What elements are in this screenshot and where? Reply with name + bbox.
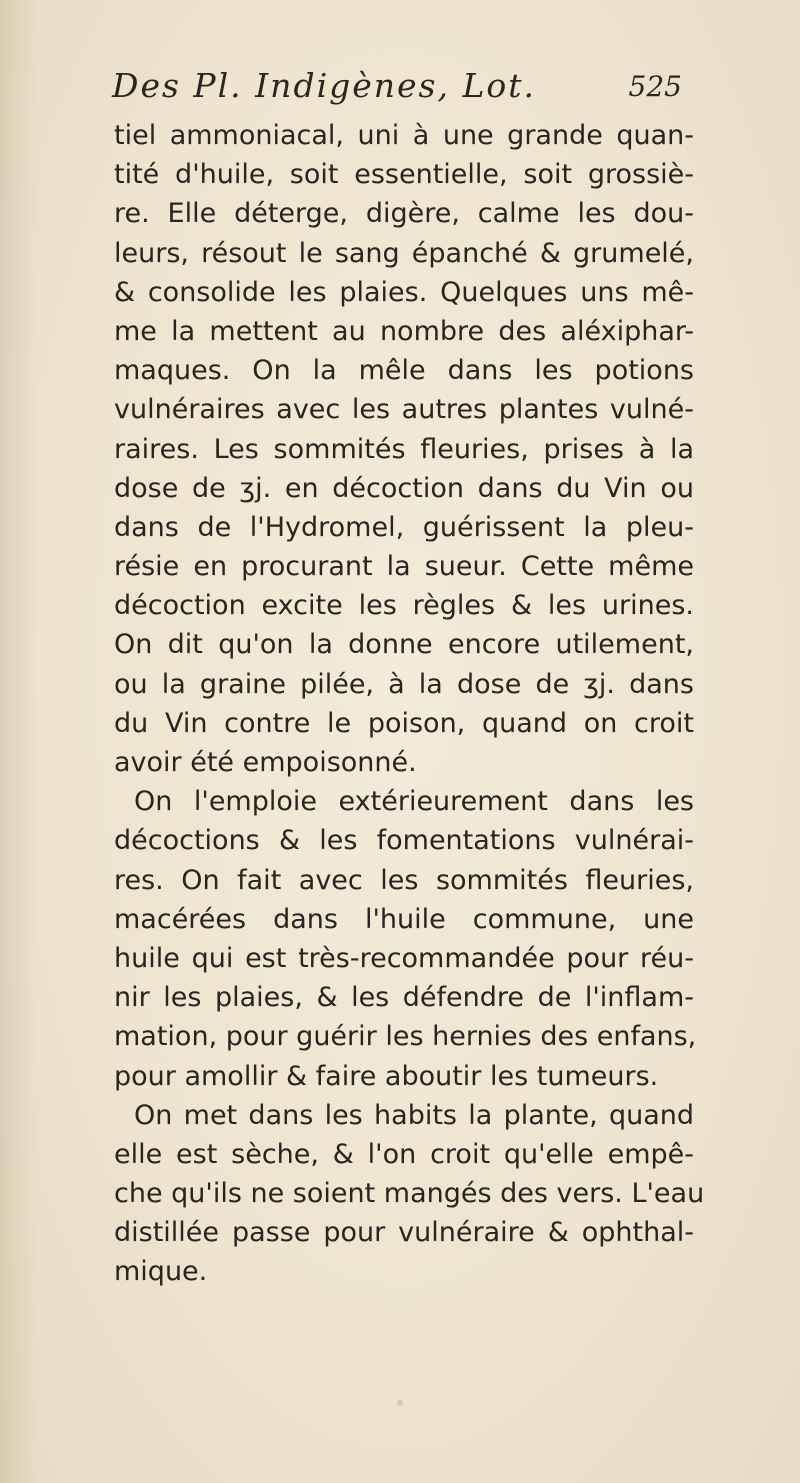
text-line: re. Elle déterge, digère, calme les dou- (114, 198, 694, 230)
text-line: ou la graine pilée, à la dose de ʒj. dans (114, 668, 694, 700)
text-line: dose de ʒj. en décoction dans du Vin ou (114, 472, 694, 504)
paper-spot (397, 1400, 403, 1406)
text-line: maques. On la mêle dans les potions (114, 355, 694, 387)
text-line: On dit qu'on la donne encore utilement, (114, 629, 694, 661)
text-line: vulnéraires avec les autres plantes vulné- (114, 394, 694, 426)
text-line: On l'emploie extérieurement dans les (134, 786, 694, 818)
text-line: huile qui est très-recommandée pour réu- (114, 942, 694, 974)
page-number: 525 (628, 70, 682, 103)
text-line: mique. (114, 1256, 208, 1288)
text-line: décoctions & les fomentations vulnérai- (114, 825, 694, 857)
text-line: avoir été empoisonné. (114, 747, 417, 778)
body-text (114, 116, 705, 1292)
text-line: raires. Les sommités fleuries, prises à la (114, 433, 694, 465)
text-line: leurs, résout le sang épanché & grumelé, (114, 237, 694, 269)
text-line: res. On fait avec les sommités fleuries, (114, 864, 694, 896)
text-line: che qu'ils ne soient mangés des vers. L'eau (114, 1178, 705, 1210)
text-line: mation, pour guérir les hernies des enfans, (114, 1021, 697, 1053)
text-line: pour amollir & faire aboutir les tumeurs. (114, 1060, 659, 1092)
text-line: On met dans les habits la plante, quand (134, 1099, 694, 1131)
text-line: résie en procurant la sueur. Cette même (114, 551, 694, 583)
page-header (112, 66, 682, 116)
text-line: dans de l'Hydromel, guérissent la pleu- (114, 511, 694, 543)
page-fold-shadow (0, 0, 38, 1483)
text-line: me la mettent au nombre des aléxiphar- (114, 315, 694, 347)
text-line: distillée passe pour vulnéraire & ophthal- (114, 1217, 694, 1249)
text-line: du Vin contre le poison, quand on croit (114, 707, 694, 739)
text-line: tité d'huile, soit essentielle, soit grossiè- (114, 159, 694, 191)
running-title: Des Pl. Indigènes, Lot. (112, 66, 537, 105)
text-line: elle est sèche, & l'on croit qu'elle empê- (114, 1138, 694, 1170)
text-line: nir les plaies, & les défendre de l'inflam- (114, 982, 694, 1014)
text-line: & consolide les plaies. Quelques uns mê- (114, 276, 694, 308)
text-line: macérées dans l'huile commune, une (114, 903, 694, 935)
text-line: tiel ammoniacal, uni à une grande quan- (114, 120, 694, 151)
text-line: décoction excite les règles & les urines. (114, 590, 694, 622)
